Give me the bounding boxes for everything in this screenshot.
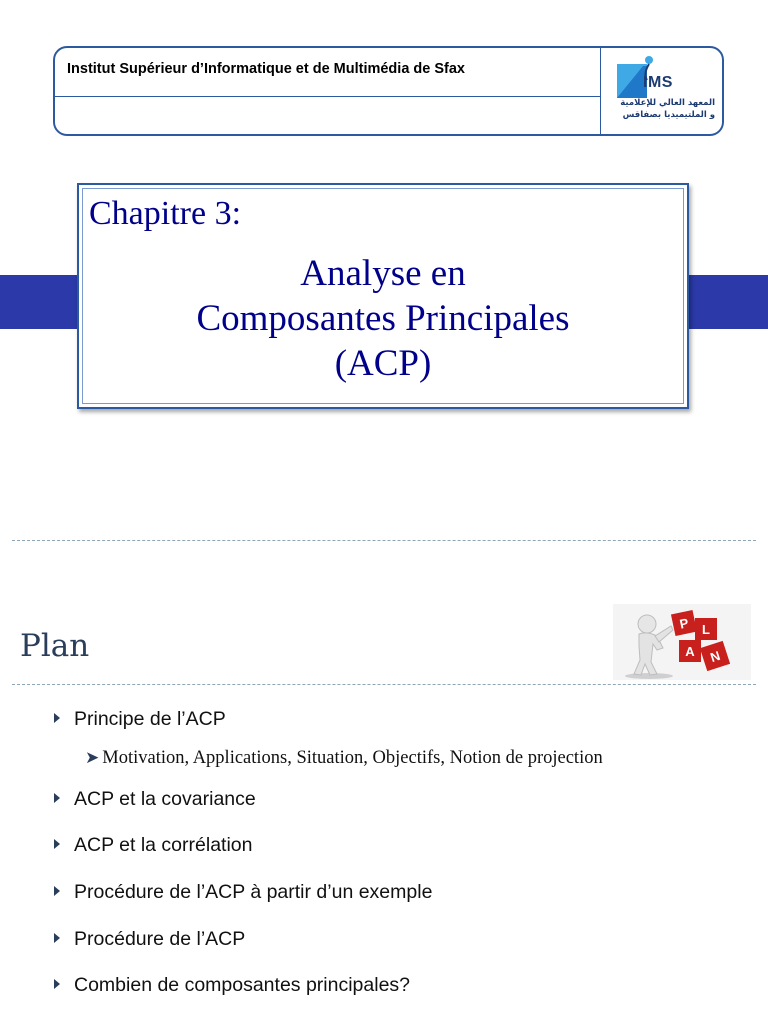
chapter-number: Chapitre 3: [89,195,242,232]
title-band-left [0,275,78,329]
plan-title-separator [12,684,756,685]
logo-abbreviation: IMS [643,74,673,91]
plan-item-label: Combien de composantes principales? [74,974,411,996]
plan-item [54,708,226,731]
plan-item-label: ACP et la covariance [74,788,256,810]
plan-cube-letter-n: N [708,647,722,666]
plan-subitem [85,748,603,769]
triangle-bullet-icon [54,979,60,989]
triangle-bullet-icon [54,886,60,896]
plan-title: Plan [20,628,90,664]
logo-arabic-line-2: و الملتيميديا بصفاقس [622,110,715,120]
triangle-bullet-icon [54,933,60,943]
header-divider [55,96,600,97]
triangle-bullet-icon [54,793,60,803]
plan-item-label: ACP et la corrélation [74,834,253,856]
logo-arabic-line-1: المعهد العالي للإعلامية [620,98,715,108]
plan-figure-icon [613,604,751,680]
triangle-bullet-icon [54,839,60,849]
plan-item-label: Procédure de l’ACP à partir d’un exemple [74,881,433,903]
triangle-bullet-icon [54,713,60,723]
plan-item [54,881,432,904]
plan-cube-letter-a: A [685,644,695,659]
plan-item-label: Principe de l’ACP [74,708,226,730]
chapter-title [79,251,687,386]
chapter-title-line-1: Analyse en [300,253,466,294]
chapter-title-box [77,183,689,409]
plan-cube-letter-l: L [702,622,710,637]
plan-item [54,834,252,857]
isims-logo [613,54,721,128]
chapter-title-line-3: (ACP) [334,343,432,384]
plan-item [54,928,245,951]
header-vertical-divider [600,48,601,134]
institute-name: Institut Supérieur d’Informatique et de Multimédia de Sfax [67,61,465,77]
plan-item [54,788,256,811]
plan-item-label: Procédure de l’ACP [74,928,246,950]
title-band-right [688,275,768,329]
plan-cube-letter-p: P [678,615,690,632]
slide-separator [12,540,756,541]
institute-header [53,46,724,136]
plan-item [54,974,410,997]
plan-subitem-label: Motivation, Applications, Situation, Objectifs, Notion de projection [102,748,603,768]
arrow-bullet-icon: ➤ [85,748,100,767]
chapter-title-line-2: Composantes Principales [196,298,570,339]
